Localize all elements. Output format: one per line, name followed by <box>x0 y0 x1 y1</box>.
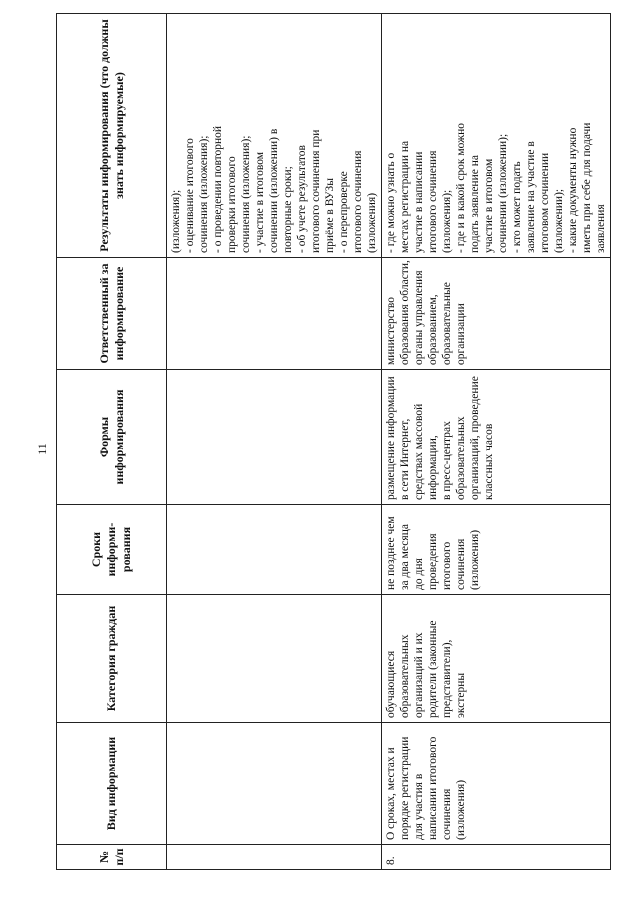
text-line: организаций и их <box>413 632 426 718</box>
text-line: написании итогового <box>427 736 440 840</box>
text-line: размещение информации <box>385 376 398 500</box>
text-line: порядке регистрации <box>399 736 412 840</box>
cell-num: 8. <box>382 845 611 870</box>
text-line: проверки итогового <box>226 156 239 253</box>
cell-results-continued <box>167 14 382 258</box>
text-line: образовательные <box>441 282 454 365</box>
text-line: заявление на участие в <box>525 141 538 253</box>
text-line: министерство <box>385 297 398 365</box>
text-line: образовательных <box>455 416 468 500</box>
text-line: до дня <box>413 558 426 590</box>
header-responsible: Ответственный за информирование <box>57 258 167 370</box>
text-line: образовательных <box>399 634 412 718</box>
header-category: Категория граждан <box>57 595 167 723</box>
cell-info-type-empty <box>167 723 382 845</box>
text-line: - оценивание итогового <box>184 138 197 253</box>
text-line: образования области, <box>399 260 412 365</box>
cell-category <box>382 595 611 723</box>
rotated-table-container <box>56 14 608 870</box>
text-line: подать заявление на <box>469 155 482 253</box>
page-number: 11 <box>34 443 49 455</box>
text-line: обучающиеся <box>385 650 398 718</box>
text-line: родители (законные <box>427 620 440 718</box>
text-line: сочинении (изложении); <box>497 133 510 253</box>
text-line: местах регистрации на <box>399 140 412 253</box>
text-line: - где и в какой срок можно <box>455 123 468 253</box>
text-line: приёме в ВУЗы <box>324 178 337 253</box>
text-line: в сети Интернет, <box>399 418 412 500</box>
table-row-8 <box>382 14 611 870</box>
cell-terms-empty <box>167 505 382 595</box>
text-line: организации <box>455 303 468 365</box>
text-line: сочинении (изложении) в <box>268 128 281 253</box>
text-line: итогового <box>441 541 454 590</box>
text-line: представители), <box>441 639 454 718</box>
text-line: заявления <box>595 204 608 253</box>
text-line: средствах массовой <box>413 403 426 500</box>
text-line: классных часов <box>483 423 496 500</box>
header-terms: Сроки информи-рования <box>57 505 167 595</box>
text-line: организаций, проведение <box>469 376 482 500</box>
header-info-type: Вид информации <box>57 723 167 845</box>
text-line: (изложении); <box>553 188 566 253</box>
text-line: для участия в <box>413 773 426 840</box>
text-line: образованием, <box>427 294 440 365</box>
text-line: - участие в итоговом <box>254 151 267 253</box>
header-forms: Формы информирования <box>57 370 167 505</box>
text-line: сочинения (изложения); <box>198 135 211 253</box>
text-line: итогового сочинения <box>352 150 365 253</box>
text-line: (изложения) <box>455 779 468 840</box>
text-line: итогового сочинения при <box>310 129 323 253</box>
cell-category-empty <box>167 595 382 723</box>
text-line: - о перепроверке <box>338 171 351 253</box>
text-line: - где можно узнать о <box>385 152 398 253</box>
text-line: (изложения); <box>170 189 182 253</box>
text-line: (изложения) <box>469 529 482 590</box>
cell-responsible <box>382 258 611 370</box>
text-line: иметь при себе для подачи <box>581 122 594 253</box>
text-line: экстерны <box>455 672 468 718</box>
text-line: - о проведении повторной <box>212 125 225 253</box>
text-line: (изложения); <box>441 189 454 253</box>
text-line: (изложения) <box>366 192 379 253</box>
text-line: итоговом сочинении <box>539 152 552 253</box>
text-line: участие в итоговом <box>483 158 496 253</box>
text-line: в пресс-центрах <box>441 421 454 500</box>
cell-terms <box>382 505 611 595</box>
header-results: Результаты информирования (что должны знать информируемые) <box>57 14 167 258</box>
text-line: органы управления <box>413 270 426 365</box>
text-line: повторные сроки; <box>282 166 295 253</box>
cell-forms-empty <box>167 370 382 505</box>
text-line: - какие документы нужно <box>567 127 580 253</box>
text-line: участие в написании <box>413 151 426 253</box>
text-line: - кто может подать <box>511 161 524 253</box>
text-line: - об учете результатов <box>296 145 309 253</box>
text-line: О сроках, местах и <box>385 747 398 840</box>
table-row-continuation <box>167 14 382 870</box>
text-line: итогового сочинения <box>427 150 440 253</box>
cell-forms <box>382 370 611 505</box>
text-line: сочинения (изложения); <box>240 135 253 253</box>
table-header-row <box>57 14 167 870</box>
text-line: не позднее чем <box>385 516 398 590</box>
cell-info-type <box>382 723 611 845</box>
text-line: проведения <box>427 533 440 590</box>
cell-responsible-empty <box>167 258 382 370</box>
text-line: сочинения <box>455 538 468 590</box>
header-number: № п/п <box>57 845 167 870</box>
cell-results <box>382 14 611 258</box>
text-line: сочинения <box>441 788 454 840</box>
cell-num-empty <box>167 845 382 870</box>
text-line: информации, <box>427 435 440 500</box>
information-table <box>56 13 611 870</box>
text-line: за два месяца <box>399 524 412 590</box>
